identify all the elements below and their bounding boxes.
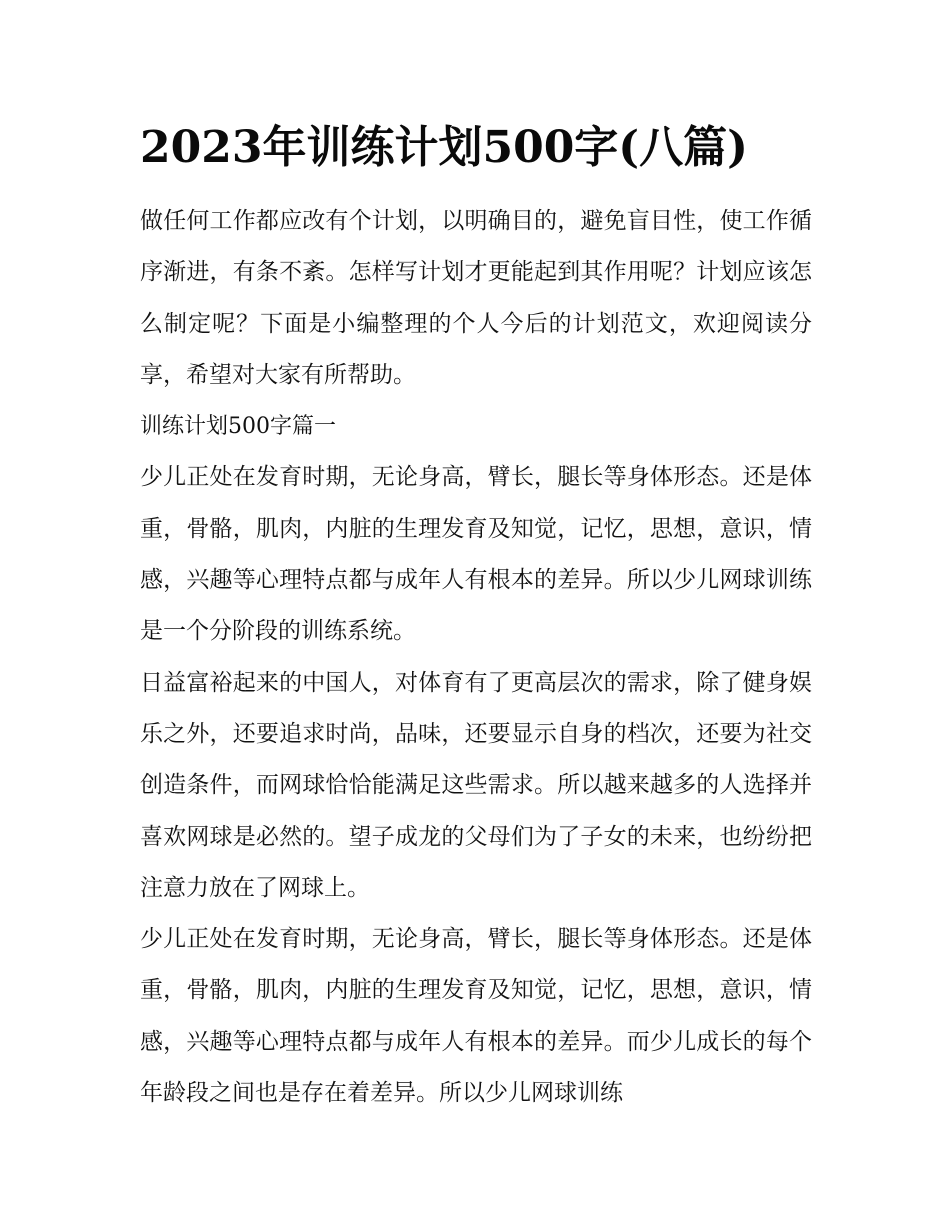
document-body <box>140 196 812 1119</box>
body-paragraph-3: 少儿正处在发育时期，无论身高，臂长，腿长等身体形态。还是体重，骨骼，肌肉，内脏的生理发育及知觉，记忆，思想，意识，情感，兴趣等心理特点都与成年人有根本的差异。而少儿成长的每个年龄段之间也是存在着差异。所以少儿网球训练 <box>140 926 812 1107</box>
body-paragraph-2: 日益富裕起来的中国人，对体育有了更高层次的需求，除了健身娱乐之外，还要追求时尚，品味，还要显示自身的档次，还要为社交创造条件，而网球恰恰能满足这些需求。所以越来越多的人选择并喜欢网球是必然的。望子成龙的父母们为了子女的未来，也纷纷把注意力放在了网球上。 <box>140 669 812 901</box>
intro-paragraph: 做任何工作都应改有个计划，以明确目的，避免盲目性，使工作循序渐进，有条不紊。怎样写计划才更能起到其作用呢？计划应该怎么制定呢？下面是小编整理的个人今后的计划范文，欢迎阅读分享，希望对大家有所帮助。 <box>140 208 812 388</box>
document-title: 2023年训练计划500字(八篇) <box>140 122 748 173</box>
section-heading: 训练计划500字篇一 <box>140 414 336 440</box>
body-paragraph-1: 少儿正处在发育时期，无论身高，臂长，腿长等身体形态。还是体重，骨骼，肌肉，内脏的生理发育及知觉，记忆，思想，意识，情感，兴趣等心理特点都与成年人有根本的差异。所以少儿网球训练是一个分阶段的训练系统。 <box>140 464 812 645</box>
